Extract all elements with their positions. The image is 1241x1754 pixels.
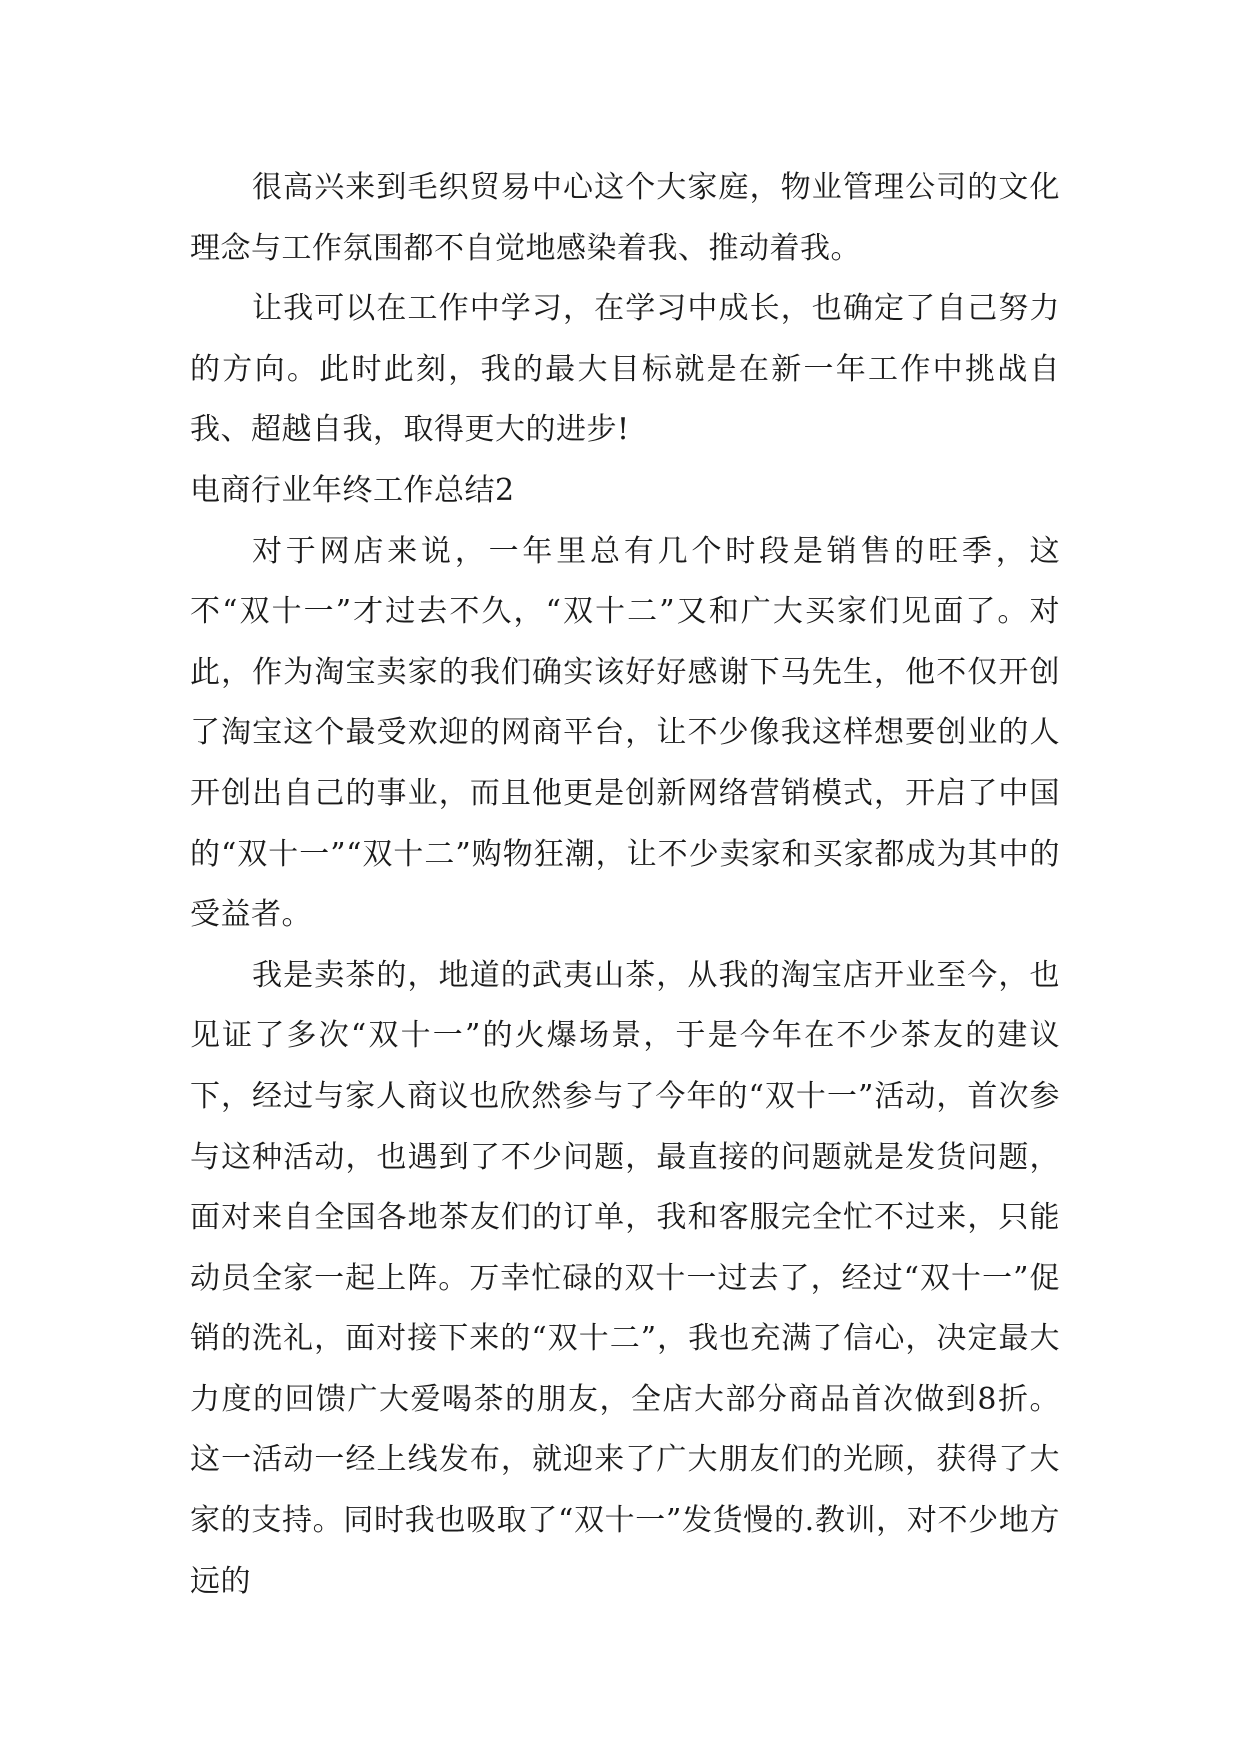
paragraph-tea-shop: 我是卖茶的，地道的武夷山茶，从我的淘宝店开业至今，也见证了多次“双十一”的火爆场景，于是今年在不少茶友的建议下，经过与家人商议也欣然参与了今年的“双十一”活动，首次参与这种活动，也遇到了不少问题，最直接的问题就是发货问题，面对来自全国各地茶友们的订单，我和客服完全忙不过来，只能动员全家一起上阵。万幸忙碌的双十一过去了，经过“双十一”促销的洗礼，面对接下来的“双十二”，我也充满了信心，决定最大力度的回馈广大爱喝茶的朋友，全店大部分商品首次做到8折。这一活动一经上线发布，就迎来了广大朋友们的光顾，获得了大家的支持。同时我也吸取了“双十一”发货慢的.教训，对不少地方远的 <box>190 957 1060 1599</box>
document-body <box>190 158 1060 1612</box>
paragraph-welcome: 很高兴来到毛织贸易中心这个大家庭，物业管理公司的文化理念与工作氛围都不自觉地感染着我、推动着我。 <box>190 170 1060 266</box>
paragraph-shopping-season: 对于网店来说，一年里总有几个时段是销售的旺季，这不“双十一”才过去不久，“双十二”又和广大买家们见面了。对此，作为淘宝卖家的我们确实该好好感谢下马先生，他不仅开创了淘宝这个最受欢迎的网商平台，让不少像我这样想要创业的人开创出自己的事业，而且他更是创新网络营销模式，开启了中国的“双十一”“双十二”购物狂潮，让不少卖家和买家都成为其中的受益者。 <box>190 533 1060 933</box>
paragraph-goal: 让我可以在工作中学习，在学习中成长，也确定了自己努力的方向。此时此刻，我的最大目标就是在新一年工作中挑战自我、超越自我，取得更大的进步! <box>190 291 1060 448</box>
section-heading: 电商行业年终工作总结2 <box>190 472 515 508</box>
